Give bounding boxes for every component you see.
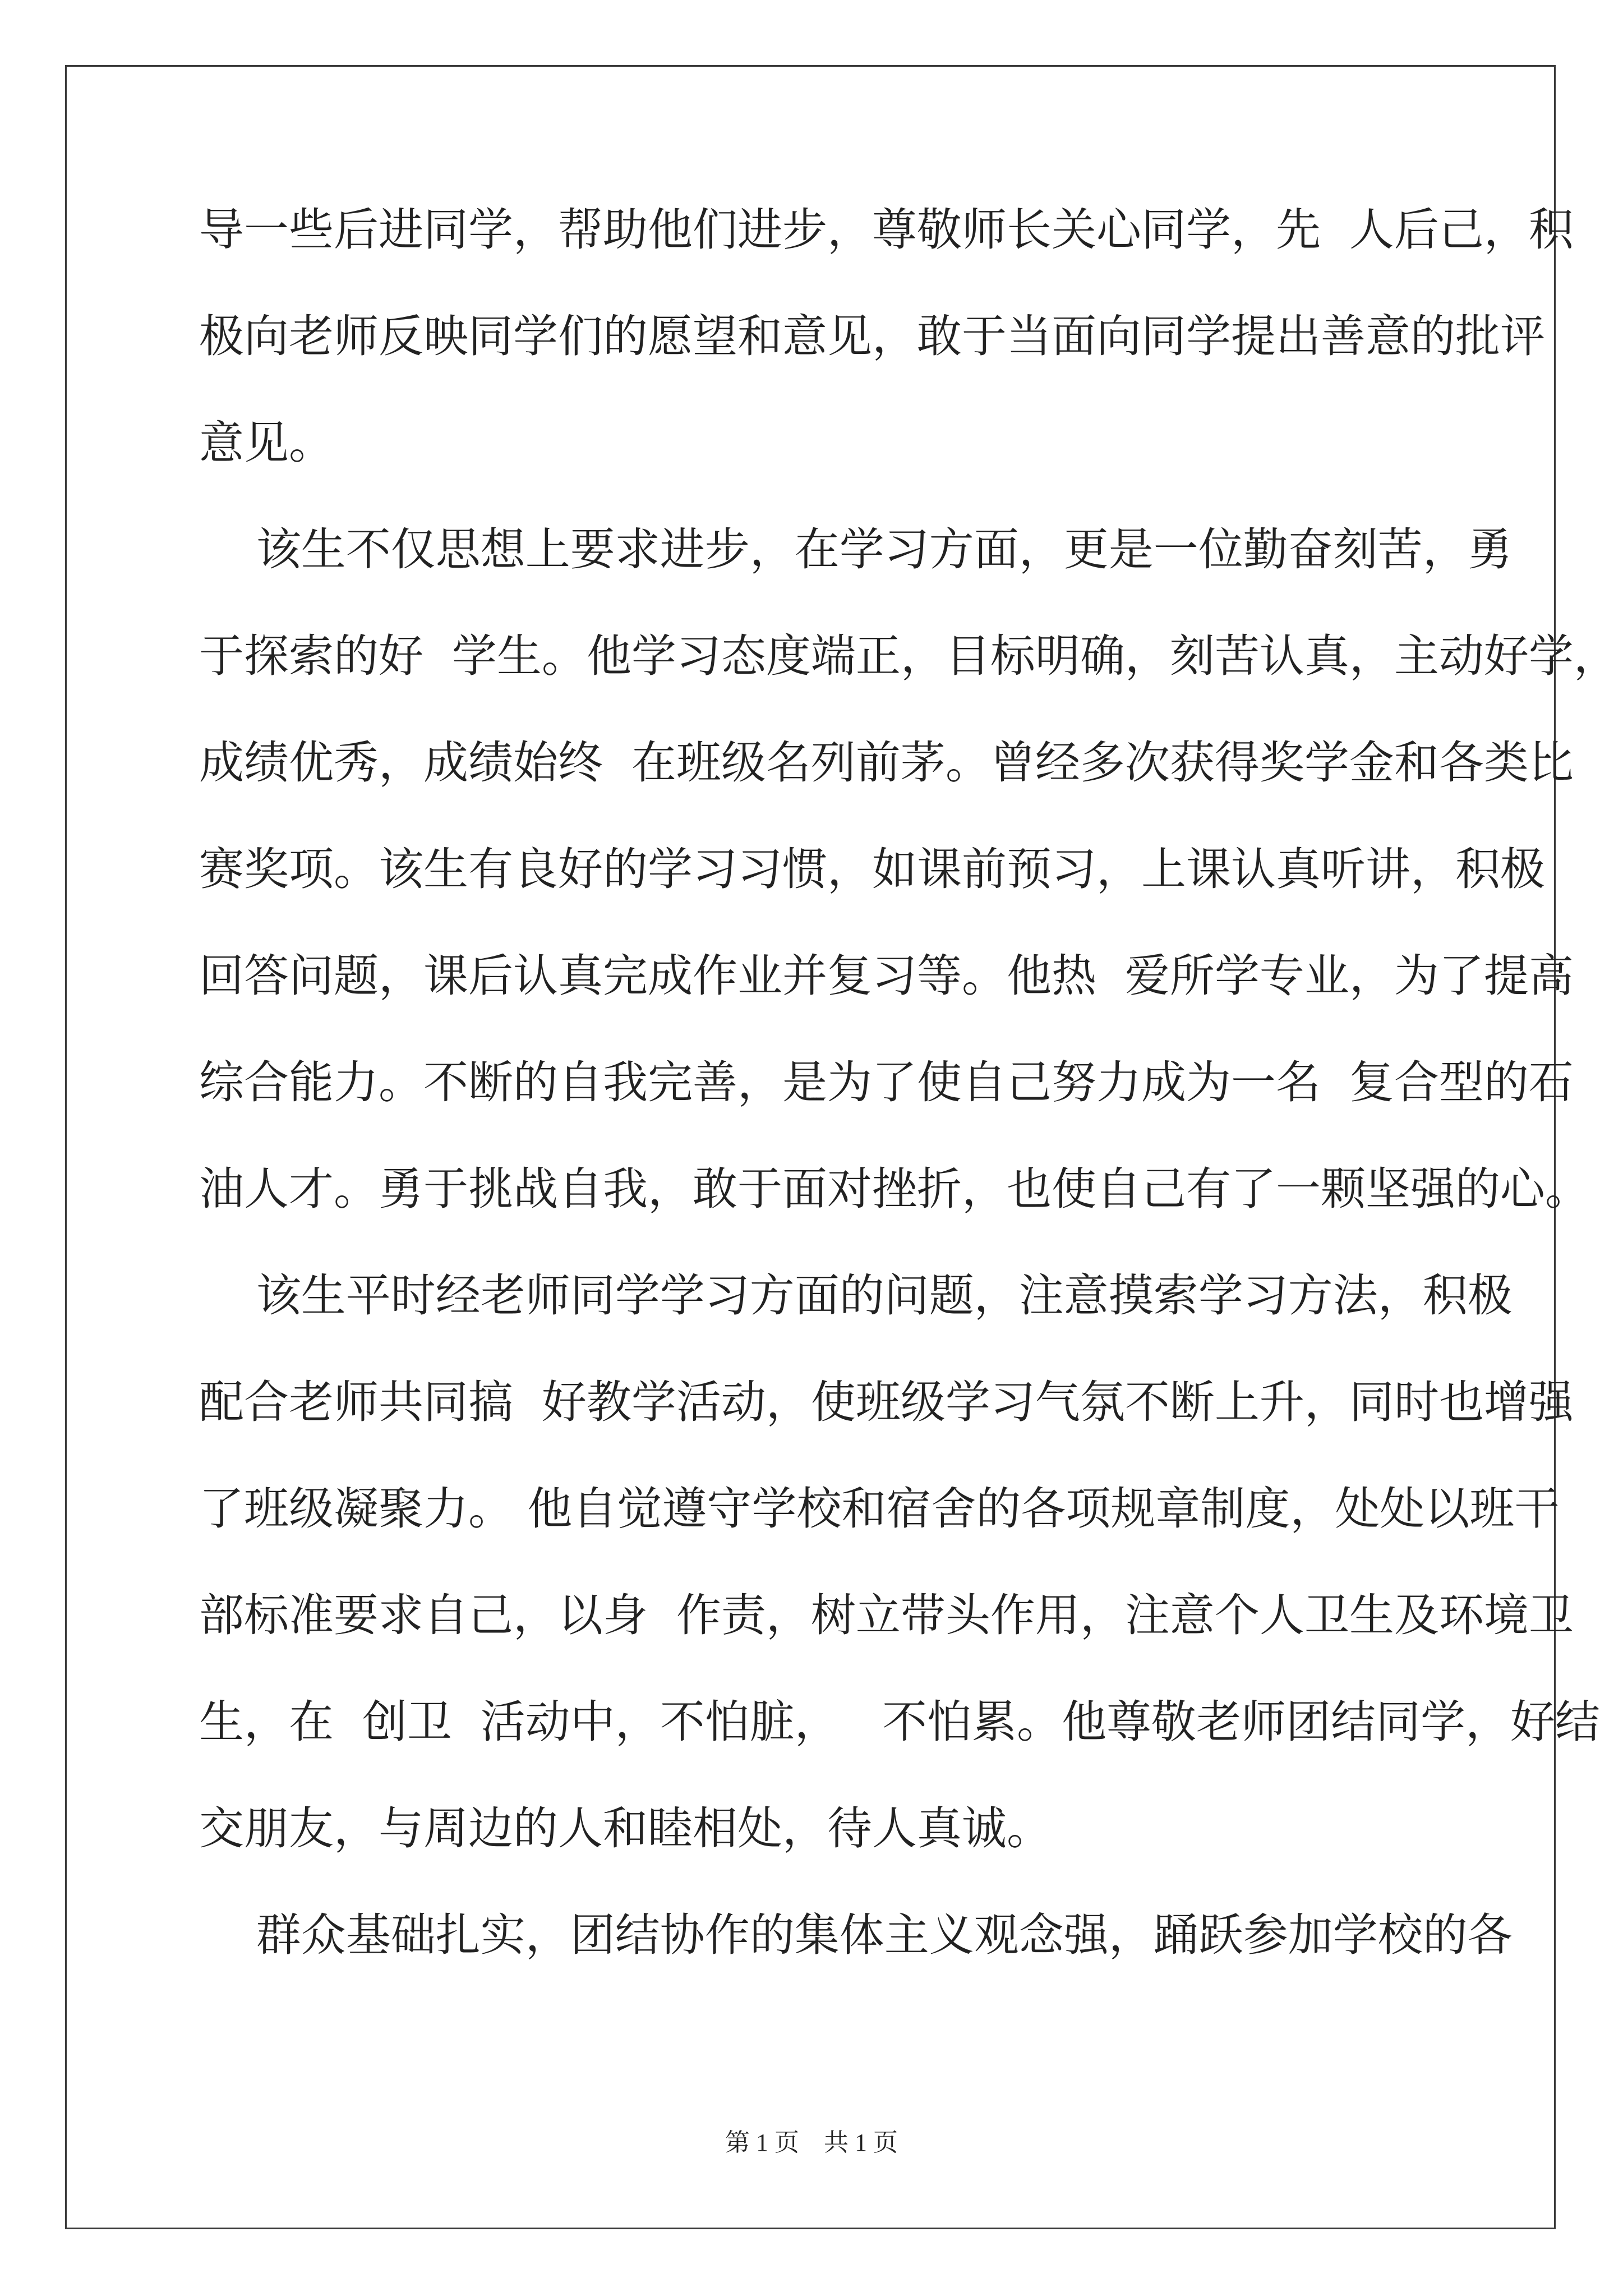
text-line: 综合能力。不断的自我完善，是为了使自己努力成为一名 复合型的石: [199, 1056, 1574, 1108]
page-border: [65, 65, 1556, 2229]
text-line: 意见。: [199, 417, 334, 469]
text-line: 该生不仅思想上要求进步，在学习方面，更是一位勤奋刻苦，勇: [199, 523, 1513, 576]
text-line: 导一些后进同学，帮助他们进步，尊敬师长关心同学，先 人后己，积: [199, 204, 1574, 256]
text-line: 了班级凝聚力。 他自觉遵守学校和宿舍的各项规章制度，处处以班干: [199, 1483, 1560, 1535]
text-line: 于探索的好 学生。他学习态度端正，目标明确，刻苦认真，主动好学，: [199, 630, 1619, 682]
text-line: 该生平时经老师同学学习方面的问题，注意摸索学习方法，积极: [199, 1269, 1513, 1322]
text-line: 配合老师共同搞 好教学活动，使班级学习气氛不断上升，同时也增强: [199, 1376, 1574, 1428]
text-line: 生，在 创卫 活动中，不怕脏， 不怕累。他尊敬老师团结同学，好结: [199, 1696, 1601, 1748]
page-number: 第 1 页 共 1 页: [725, 2129, 898, 2156]
text-line: 极向老师反映同学们的愿望和意见，敢于当面向同学提出善意的批评: [199, 310, 1545, 362]
text-line: 油人才。勇于挑战自我，敢于面对挫折，也使自己有了一颗坚强的心。: [199, 1163, 1590, 1215]
text-line: 部标准要求自己，以身 作责，树立带头作用，注意个人卫生及环境卫: [199, 1589, 1574, 1641]
text-line: 赛奖项。该生有良好的学习习惯，如课前预习，上课认真听讲，积极: [199, 843, 1545, 895]
text-line: 成绩优秀，成绩始终 在班级名列前茅。曾经多次获得奖学金和各类比: [199, 737, 1574, 789]
text-line: 交朋友，与周边的人和睦相处，待人真诚。: [199, 1802, 1052, 1855]
text-line: 群众基础扎实，团结协作的集体主义观念强，踊跃参加学校的各: [199, 1909, 1513, 1961]
text-line: 回答问题，课后认真完成作业并复习等。他热 爱所学专业，为了提高: [199, 950, 1574, 1002]
